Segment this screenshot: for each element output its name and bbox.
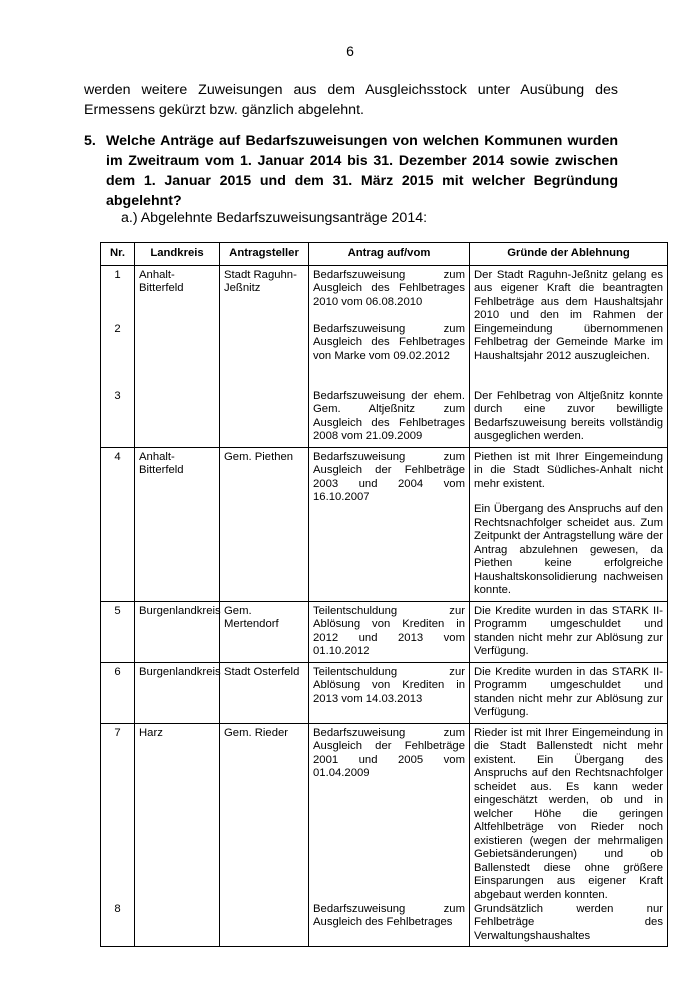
cell-nr: 6 [101, 662, 135, 723]
row-number: 7 [114, 726, 121, 739]
section-subheading: a.) Abgelehnte Bedarfszuweisungsanträge 2014: [121, 210, 428, 226]
cell-gruende [470, 723, 668, 947]
row-number: 2 [114, 322, 121, 335]
cell-antragsteller: Gem. Rieder [220, 723, 309, 947]
gruende-entry: Ein Übergang des Anspruchs auf den Rechtsnachfolger scheidet aus. Zum Zeitpunkt der Antragstellung wäre der Antrag abzulehnen gewesen, da Piethen keine erfolgreiche Haushaltskonsolidierung nachweisen konnte. [474, 503, 663, 596]
header-gruende: Gründe der Ablehnung [470, 243, 668, 266]
cell-antrag [309, 723, 470, 947]
cell-nr: 5 [101, 601, 135, 662]
header-antragsteller: Antragsteller [220, 243, 309, 266]
cell-antrag: Teilentschuldung zur Ablösung von Krediten in 2013 vom 14.03.2013 [309, 662, 470, 723]
cell-antrag: Bedarfszuweisung zum Ausgleich der Fehlbeträge 2003 und 2004 vom 16.10.2007 [309, 447, 470, 601]
row-number: 8 [114, 902, 121, 915]
antrag-entry: Bedarfszuweisung zum Ausgleich des Fehlbetrages 2010 vom 06.08.2010 [313, 268, 465, 308]
header-antrag: Antrag auf/vom [309, 243, 470, 266]
gruende-entry: Grundsätzlich werden nur Fehlbeträge des Verwaltungshaushaltes [474, 902, 663, 942]
table-header-row [101, 243, 668, 266]
cell-antragsteller: Gem. Mertendorf [220, 601, 309, 662]
cell-antragsteller: Stadt Osterfeld [220, 662, 309, 723]
cell-gruende [470, 265, 668, 447]
table-row [101, 601, 668, 662]
question-5 [84, 131, 618, 211]
cell-antrag [309, 265, 470, 447]
question-text: Welche Anträge auf Bedarfszuweisungen von welchen Kommunen wurden im Zweitraum vom 1. Januar 2014 bis 31. Dezember 2014 sowie zwischen dem 1. Januar 2015 und dem 31. März 2015 mit welcher Begründung abgelehnt? [106, 133, 618, 209]
intro-paragraph: werden weitere Zuweisungen aus dem Ausgleichsstock unter Ausübung des Ermessens gekürzt bzw. gänzlich abgelehnt. [84, 82, 618, 118]
gruende-entry: Rieder ist mit Ihrer Eingemeindung in die Stadt Ballenstedt nicht mehr existent. Ein Übergang des Anspruchs auf den Rechtsnachfolger scheidet aus. Es kann weder eingeschätzt werden, ob und in welcher Höhe die geringen Altfehlbeträge von Rieder noch existieren (wegen der mehrmaligen Gebietsänderungen) und ob Ballenstedt diese ohne größere Einsparungen aus eigener Kraft abgebaut werden konnten. [474, 726, 663, 901]
rejected-applications-table [100, 242, 668, 947]
gruende-entry: Der Fehlbetrag von Altjeßnitz konnte durch eine zuvor bewilligte Bedarfszuweisung bereits vollständig ausgeglichen werden. [474, 389, 663, 442]
page-number: 6 [346, 43, 354, 59]
gruende-entry: Der Stadt Raguhn-Jeßnitz gelang es aus eigener Kraft die beantragten Fehlbeträge aus dem Haushaltsjahr 2010 und den im Rahmen der Eingemeindung übernommenen Fehlbetrag der Gemeinde Marke im Haushaltsjahr 2012 auszugleichen. [474, 268, 663, 362]
cell-antragsteller: Gem. Piethen [220, 447, 309, 601]
paragraph-gap [474, 491, 663, 503]
table-row [101, 723, 668, 947]
antrag-entry: Bedarfszuweisung zum Ausgleich des Fehlbetrages von Marke vom 09.02.2012 [313, 322, 465, 362]
table-row [101, 265, 668, 447]
cell-landkreis: Anhalt-Bitterfeld [135, 447, 220, 601]
header-landkreis: Landkreis [135, 243, 220, 266]
antrag-entry: Bedarfszuweisung zum Ausgleich der Fehlbeträge 2001 und 2005 vom 01.04.2009 [313, 726, 465, 779]
cell-gruende: Die Kredite wurden in das STARK II-Programm umgeschuldet und standen nicht mehr zur Ablösung zur Verfügung. [470, 662, 668, 723]
cell-antrag: Teilentschuldung zur Ablösung von Krediten in 2012 und 2013 vom 01.10.2012 [309, 601, 470, 662]
table-row [101, 447, 668, 601]
cell-nr [101, 723, 135, 947]
cell-gruende [470, 447, 668, 601]
cell-nr [101, 265, 135, 447]
header-nr: Nr. [101, 243, 135, 266]
cell-landkreis: Anhalt-Bitterfeld [135, 265, 220, 447]
question-number: 5. [84, 133, 96, 149]
antrag-entry: Bedarfszuweisung der ehem. Gem. Altjeßnitz zum Ausgleich des Fehlbetrages 2008 vom 21.09.2009 [313, 389, 465, 442]
table-row [101, 662, 668, 723]
cell-landkreis: Burgenlandkreis [135, 662, 220, 723]
cell-landkreis: Burgenlandkreis [135, 601, 220, 662]
cell-gruende: Die Kredite wurden in das STARK II-Programm umgeschuldet und standen nicht mehr zur Ablösung zur Verfügung. [470, 601, 668, 662]
cell-landkreis: Harz [135, 723, 220, 947]
row-number: 3 [114, 389, 121, 402]
cell-nr: 4 [101, 447, 135, 601]
row-number: 1 [114, 268, 121, 281]
antrag-entry: Bedarfszuweisung zum Ausgleich des Fehlbetrages [313, 902, 465, 928]
gruende-entry: Piethen ist mit Ihrer Eingemeindung in die Stadt Südliches-Anhalt nicht mehr existent. [474, 450, 663, 490]
cell-antragsteller: Stadt Raguhn-Jeßnitz [220, 265, 309, 447]
